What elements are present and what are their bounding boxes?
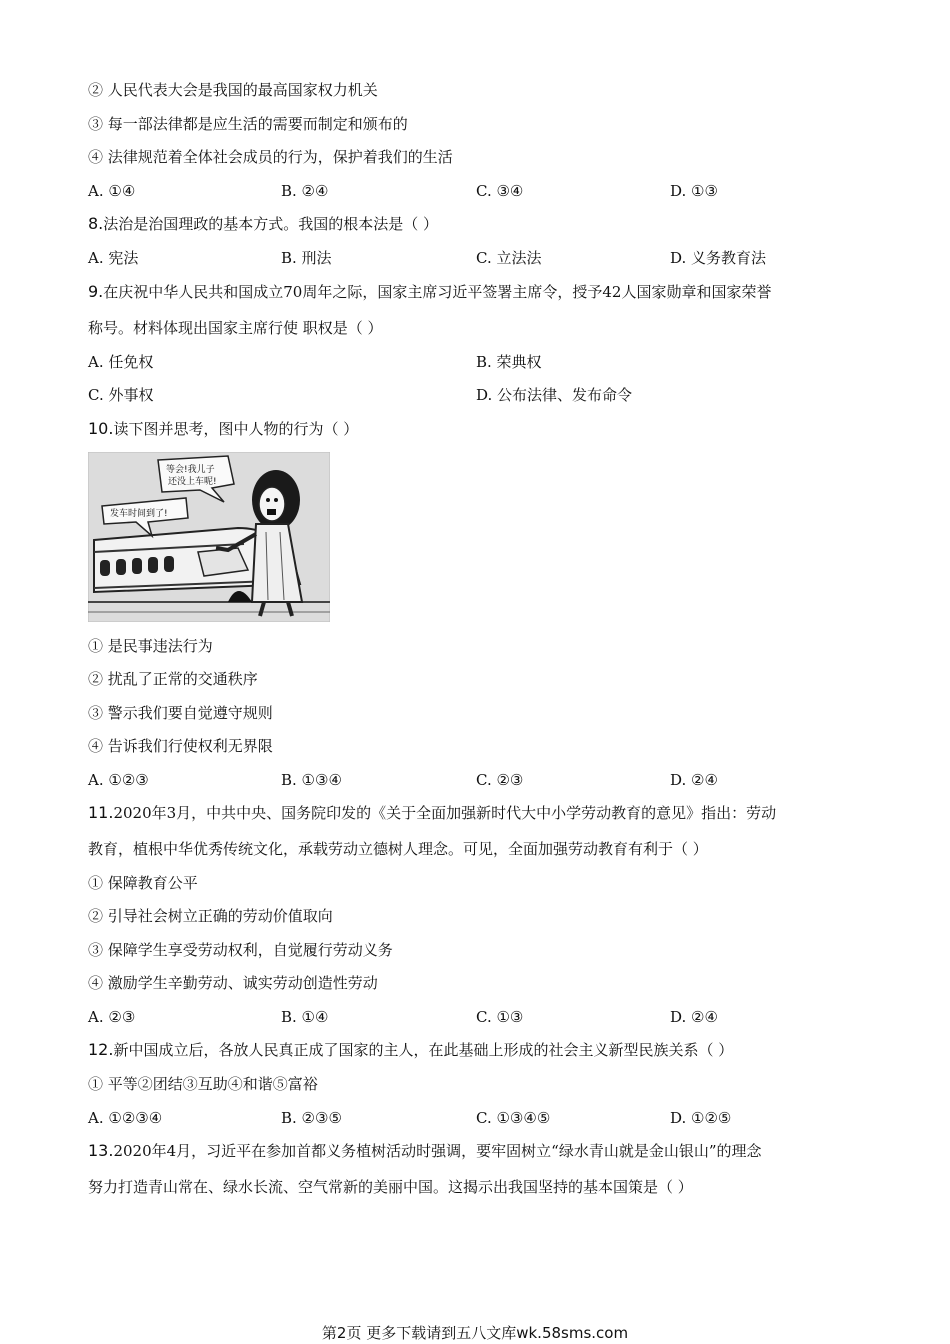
q10-option-b: B. ①③④ — [281, 771, 342, 789]
q9-stem-line1 — [88, 282, 771, 302]
q12-text: 新中国成立后，各放人民真正成了国家的主人，在此基础上形成的社会主义新型民族关系（ ） — [113, 1041, 734, 1059]
q13-stem-line1 — [88, 1141, 762, 1161]
q7-statement-3: ③ 每一部法律都是应生活的需要而制定和颁布的 — [88, 115, 408, 133]
q8-option-d: D. 义务教育法 — [670, 249, 767, 267]
mother-speech-text: 等会!我儿子 — [166, 465, 215, 475]
q8-stem — [88, 214, 438, 234]
q13-stem-line2: 努力打造青山常在、绿水长流、空气常新的美丽中国。这揭示出我国坚持的基本国策是（ ） — [88, 1178, 693, 1196]
q10-statement-3: ③ 警示我们要自觉遵守规则 — [88, 704, 273, 722]
q12-option-b: B. ②③⑤ — [281, 1109, 342, 1127]
train-speech-text: 发车时间到了! — [110, 509, 168, 519]
q7-statement-4: ④ 法律规范着全体社会成员的行为，保护着我们的生活 — [88, 148, 453, 166]
q9-stem-line2: 称号。材料体现出国家主席行使 职权是（ ） — [88, 319, 383, 337]
q11-option-c: C. ①③ — [476, 1008, 524, 1026]
q13-number: 13. — [88, 1141, 114, 1160]
q8-number: 8. — [88, 214, 104, 233]
q10-statement-4: ④ 告诉我们行使权利无界限 — [88, 737, 273, 755]
q11-option-d: D. ②④ — [670, 1008, 718, 1026]
q8-option-a: A. 宪法 — [88, 249, 139, 267]
q10-statement-1: ① 是民事违法行为 — [88, 637, 213, 655]
q10-option-d: D. ②④ — [670, 771, 718, 789]
q12-option-d: D. ①②⑤ — [670, 1109, 732, 1127]
q12-option-a: A. ①②③④ — [88, 1109, 163, 1127]
q10-stem — [88, 419, 358, 439]
q11-statement-4: ④ 激励学生辛勤劳动、诚实劳动创造性劳动 — [88, 974, 378, 992]
q9-text-1: 在庆祝中华人民共和国成立70周年之际，国家主席习近平签署主席令，授予42人国家勋章和国家荣誉 — [103, 283, 772, 301]
q12-stem — [88, 1040, 733, 1060]
q11-number: 11. — [88, 803, 114, 822]
q9-option-c: C. 外事权 — [88, 386, 154, 404]
q10-text: 读下图并思考，图中人物的行为（ ） — [113, 420, 359, 438]
q7-option-b: B. ②④ — [281, 182, 329, 200]
cartoon-image — [88, 452, 330, 622]
q11-option-a: A. ②③ — [88, 1008, 136, 1026]
q7-option-c: C. ③④ — [476, 182, 524, 200]
q7-option-d: D. ①③ — [670, 182, 718, 200]
q11-stem-line2: 教育，植根中华优秀传统文化，承载劳动立德树人理念。可见，全面加强劳动教育有利于（ ） — [88, 840, 708, 858]
q11-statement-1: ① 保障教育公平 — [88, 874, 198, 892]
q7-option-a: A. ①④ — [88, 182, 136, 200]
q8-option-b: B. 刑法 — [281, 249, 332, 267]
q12-option-c: C. ①③④⑤ — [476, 1109, 551, 1127]
q11-stem-line1 — [88, 803, 776, 823]
q13-text-1: 2020年4月，习近平在参加首都义务植树活动时强调，要牢固树立“绿水青山就是金山银山”的理念 — [113, 1142, 762, 1160]
q9-option-d: D. 公布法律、发布命令 — [476, 386, 633, 404]
q10-option-a: A. ①②③ — [88, 771, 149, 789]
q8-text: 法治是治国理政的基本方式。我国的根本法是（ ） — [103, 215, 439, 233]
q9-option-a: A. 任免权 — [88, 353, 154, 371]
q12-statement-1: ① 平等②团结③互助④和谐⑤富裕 — [88, 1075, 318, 1093]
q12-number: 12. — [88, 1040, 114, 1059]
q11-text-1: 2020年3月，中共中央、国务院印发的《关于全面加强新时代大中小学劳动教育的意见》指出：劳动 — [113, 804, 777, 822]
page-footer: 第2页 更多下载请到五八文库wk.58sms.com — [321, 1324, 629, 1342]
q7-statement-2: ② 人民代表大会是我国的最高国家权力机关 — [88, 81, 378, 99]
q11-option-b: B. ①④ — [281, 1008, 329, 1026]
q10-number: 10. — [88, 419, 114, 438]
q9-option-b: B. 荣典权 — [476, 353, 542, 371]
q8-option-c: C. 立法法 — [476, 249, 542, 267]
q11-statement-3: ③ 保障学生享受劳动权利，自觉履行劳动义务 — [88, 941, 393, 959]
mother-speech-text-2: 还没上车呢! — [168, 477, 217, 487]
q10-statement-2: ② 扰乱了正常的交通秩序 — [88, 670, 258, 688]
q9-number: 9. — [88, 282, 104, 301]
q11-statement-2: ② 引导社会树立正确的劳动价值取向 — [88, 907, 333, 925]
q10-option-c: C. ②③ — [476, 771, 524, 789]
